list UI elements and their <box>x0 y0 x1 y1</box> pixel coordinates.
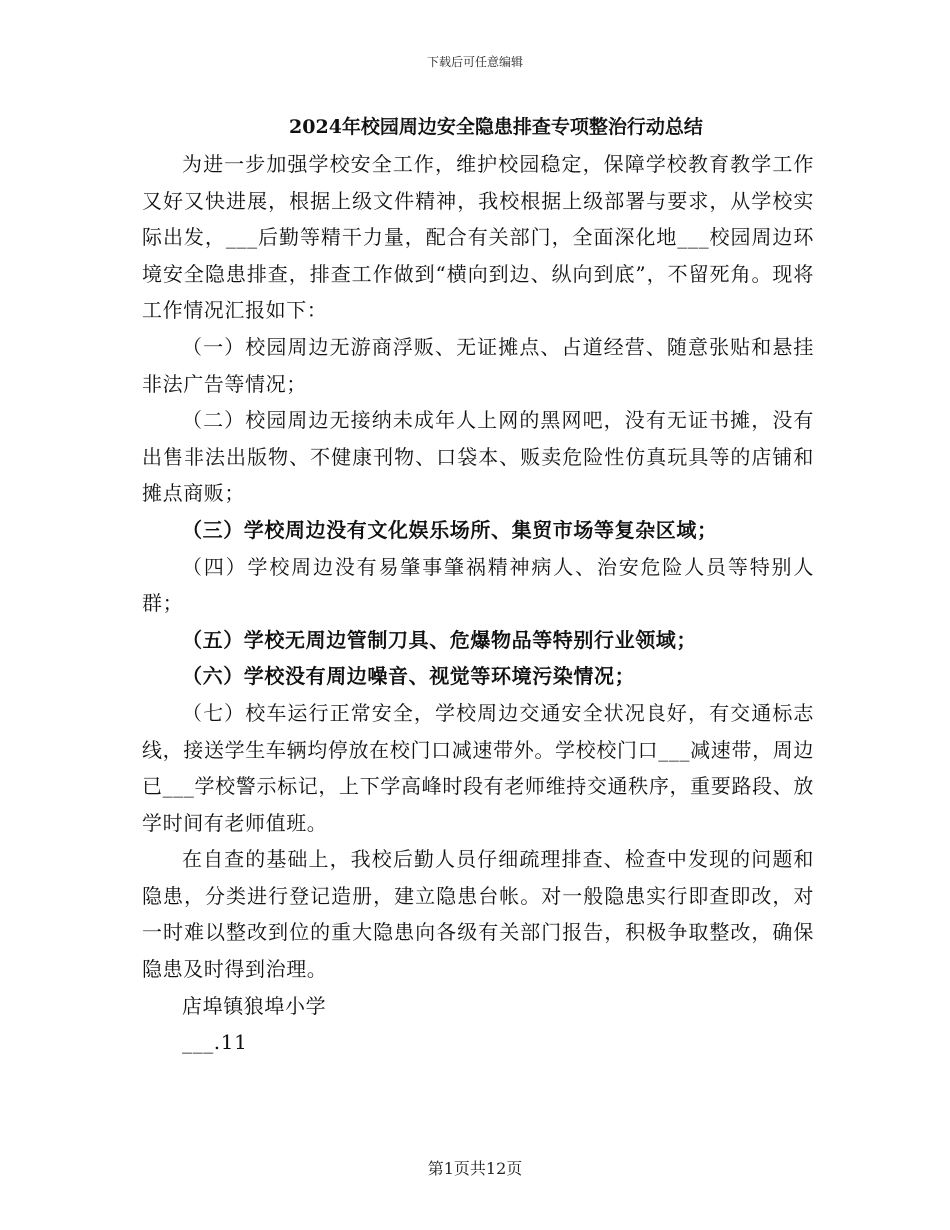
paragraph-item-1: （一）校园周边无游商浮贩、无证摊点、占道经营、随意张贴和悬挂非法广告等情况； <box>142 334 814 396</box>
page-number: 第1页共12页 <box>427 1159 523 1178</box>
paragraph-item-3: （三）学校周边没有文化娱乐场所、集贸市场等复杂区域； <box>182 517 718 542</box>
paragraph-item-5: （五）学校无周边管制刀具、危爆物品等特别行业领域； <box>182 627 697 652</box>
signature-date: ___.11 <box>182 1030 248 1055</box>
paragraph-intro: 为进一步加强学校安全工作，维护校园稳定，保障学校教育教学工作又好又快进展，根据上级文件精神，我校根据上级部署与要求，从学校实际出发，___后勤等精干力量，配合有关部门，全面深化地___校园周边环境安全隐患排查，排查工作做到“横向到边、纵向到底”，不留死角。现将工作情况汇报如下： <box>142 152 814 323</box>
paragraph-item-6: （六）学校没有周边噪音、视觉等环境污染情况； <box>182 664 636 689</box>
paragraph-item-4: （四）学校周边没有易肇事肇祸精神病人、治安危险人员等特别人群； <box>142 554 814 616</box>
paragraph-item-2: （二）校园周边无接纳未成年人上网的黑网吧，没有无证书摊，没有出售非法出版物、不健康刊物、口袋本、贩卖危险性仿真玩具等的店铺和摊点商贩； <box>142 408 814 506</box>
document-body <box>142 112 814 1061</box>
header-note: 下载后可任意编辑 <box>426 55 523 69</box>
paragraph-conclusion: 在自查的基础上，我校后勤人员仔细疏理排查、检查中发现的问题和隐患，分类进行登记造册，建立隐患台帐。对一般隐患实行即查即改，对一时难以整改到位的重大隐患向各级有关部门报告，积极争取整改，确保隐患及时得到治理。 <box>142 847 814 982</box>
signature-school: 店埠镇狼埠小学 <box>182 993 327 1018</box>
document-title: 2024年校园周边安全隐患排查专项整治行动总结 <box>289 116 703 138</box>
paragraph-item-7: （七）校车运行正常安全，学校周边交通安全状况良好，有交通标志线，接送学生车辆均停放在校门口减速带外。学校校门口___减速带，周边已___学校警示标记，上下学高峰时段有老师维持交通秩序，重要路段、放学时间有老师值班。 <box>142 700 814 835</box>
